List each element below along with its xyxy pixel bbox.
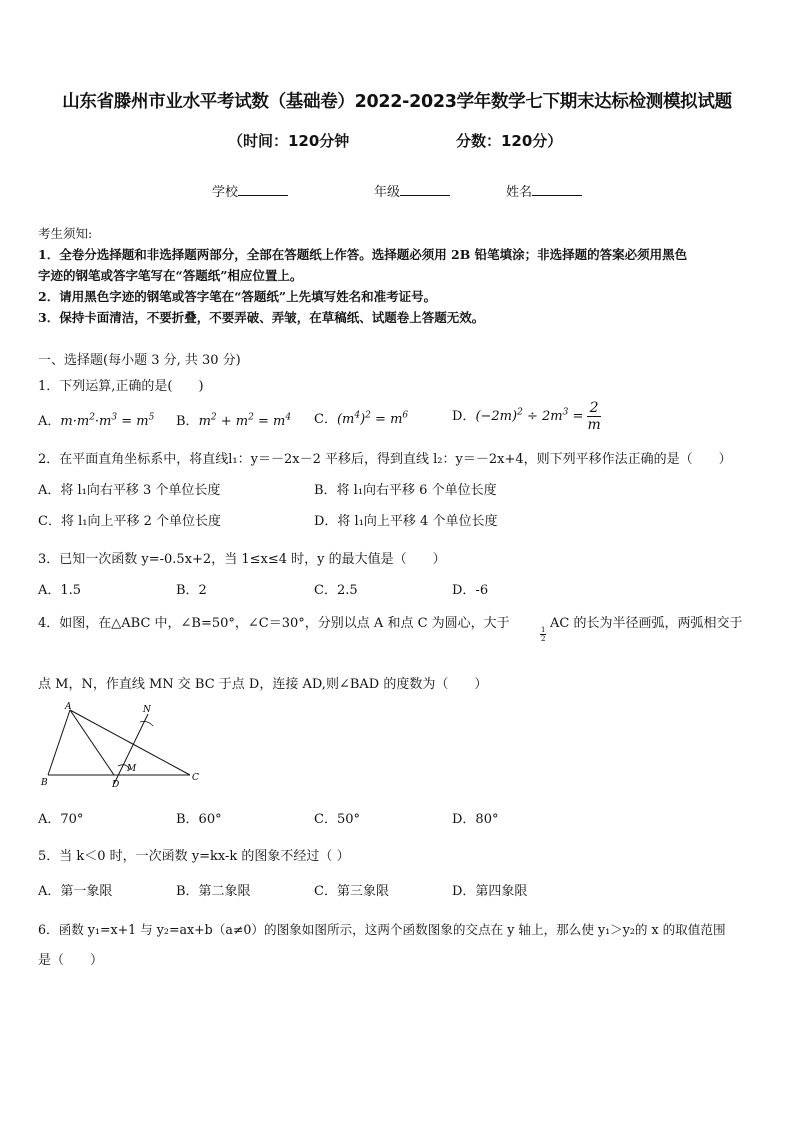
question-2-stem: 2．在平面直角坐标系中，将直线l₁：y＝－2x－2 平移后，得到直线 l₂：y＝－2x+4，则下列平移作法正确的是（ ） — [38, 452, 732, 467]
question-4-option-d: D．80° — [452, 812, 499, 827]
question-1-option-c: C．$(m^4)^2 = m^6$ — [314, 410, 409, 427]
exam-time: （时间：120分钟 — [228, 132, 350, 150]
option-c-formula: $(m^4)^2 = m^6$ — [336, 410, 409, 427]
question-2-option-a: A．将 l₁向右平移 3 个单位长度 — [38, 483, 221, 498]
name-label: 姓名 — [506, 185, 533, 200]
notice-heading: 考生须知: — [38, 226, 93, 241]
question-6-stem-line1: 6．函数 y₁=x+1 与 y₂=ax+b（a≠0）的图象如图所示，这两个函数图象的交点在 y 轴上，那么使 y₁＞y₂的 x 的取值范围 — [38, 922, 726, 937]
question-3-option-c: C．2.5 — [314, 583, 358, 598]
question-4-option-c: C．50° — [314, 812, 360, 827]
question-2-option-c: C．将 l₁向上平移 2 个单位长度 — [38, 514, 221, 529]
notice-item-1-cont: 字迹的钢笔或答字笔写在“答题纸”相应位置上。 — [38, 268, 303, 283]
notice-item-3: 3．保持卡面清洁，不要折叠，不要弄破、弄皱，在草稿纸、试题卷上答题无效。 — [38, 310, 485, 325]
segment-ad — [70, 710, 114, 775]
label-m: M — [127, 764, 137, 774]
option-a-formula: $m\cdot m^2\cdot m^3 = m^5$ — [60, 412, 155, 429]
question-4-half-fraction: 1 2 — [541, 626, 546, 643]
question-1-option-a: A．$m\cdot m^2\cdot m^3 = m^5$ — [38, 412, 155, 429]
question-3-stem: 3．已知一次函数 y=-0.5x+2，当 1≤x≤4 时，y 的最大值是（ ） — [38, 552, 446, 567]
label-c: C — [192, 773, 199, 783]
question-4-option-a: A．70° — [38, 812, 84, 827]
grade-label: 年级 — [374, 185, 401, 200]
question-2-option-b: B．将 l₁向右平移 6 个单位长度 — [314, 483, 497, 498]
option-d-fraction: $\frac{2}{m}$ — [587, 400, 601, 433]
question-3-option-b: B．2 — [176, 583, 207, 598]
name-field — [506, 181, 582, 200]
question-3-option-a: A．1.5 — [38, 583, 82, 598]
name-blank — [532, 183, 582, 196]
label-b: B — [41, 778, 48, 788]
grade-field — [374, 181, 450, 200]
label-n: N — [143, 705, 151, 715]
question-1-option-d: D．$(-2m)^2 \div 2m^3$ = $\frac{2}{m}$ — [452, 400, 601, 433]
grade-blank — [400, 183, 450, 196]
question-4-option-b: B．60° — [176, 812, 222, 827]
label-d: D — [112, 780, 120, 790]
option-b-formula: $m^2 + m^2 = m^4$ — [198, 412, 292, 429]
exam-score: 分数：120分） — [456, 132, 563, 150]
school-field — [212, 181, 288, 200]
notice-item-2: 2．请用黑色字迹的钢笔或答字笔在“答题纸”上先填写姓名和准考证号。 — [38, 289, 437, 304]
side-ab — [48, 710, 70, 775]
question-6-stem-line2: 是（ ） — [38, 953, 104, 968]
question-1-stem: 1．下列运算,正确的是( ) — [38, 379, 204, 394]
page-title: 山东省滕州市业水平考试数（基础卷）2022-2023学年数学七下期末达标检测模拟试题 — [62, 92, 732, 112]
question-5-option-c: C．第三象限 — [314, 884, 389, 899]
school-blank — [238, 183, 288, 196]
question-4-stem-line2: 点 M，N，作直线 MN 交 BC 于点 D，连接 AD,则∠BAD 的度数为（ ） — [38, 677, 488, 692]
question-5-option-b: B．第二象限 — [176, 884, 251, 899]
section-heading: 一、选择题(每小题 3 分, 共 30 分) — [38, 353, 241, 368]
school-label: 学校 — [212, 185, 239, 200]
option-d-formula: $(-2m)^2 \div 2m^3$ = — [475, 407, 588, 424]
notice-item-1: 1．全卷分选择题和非选择题两部分，全部在答题纸上作答。选择题必须用 2B 铅笔填涂；非选择题的答案必须用黑色 — [38, 247, 688, 262]
question-4-stem-line1-end: AC 的长为半径画弧，两弧相交于 — [550, 616, 743, 631]
question-5-option-d: D．第四象限 — [452, 884, 528, 899]
question-3-option-d: D．-6 — [452, 583, 489, 598]
triangle-figure — [38, 700, 208, 792]
label-a: A — [65, 702, 72, 712]
question-5-stem: 5．当 k＜0 时，一次函数 y=kx-k 的图象不经过（ ） — [38, 849, 350, 864]
question-5-option-a: A．第一象限 — [38, 884, 113, 899]
question-2-option-d: D．将 l₁向上平移 4 个单位长度 — [314, 514, 498, 529]
question-1-option-b: B．$m^2 + m^2 = m^4$ — [176, 412, 292, 429]
question-4-stem-line1: 4．如图，在△ABC 中，∠B=50°，∠C＝30°，分别以点 A 和点 C 为圆心，大于 — [38, 616, 510, 631]
